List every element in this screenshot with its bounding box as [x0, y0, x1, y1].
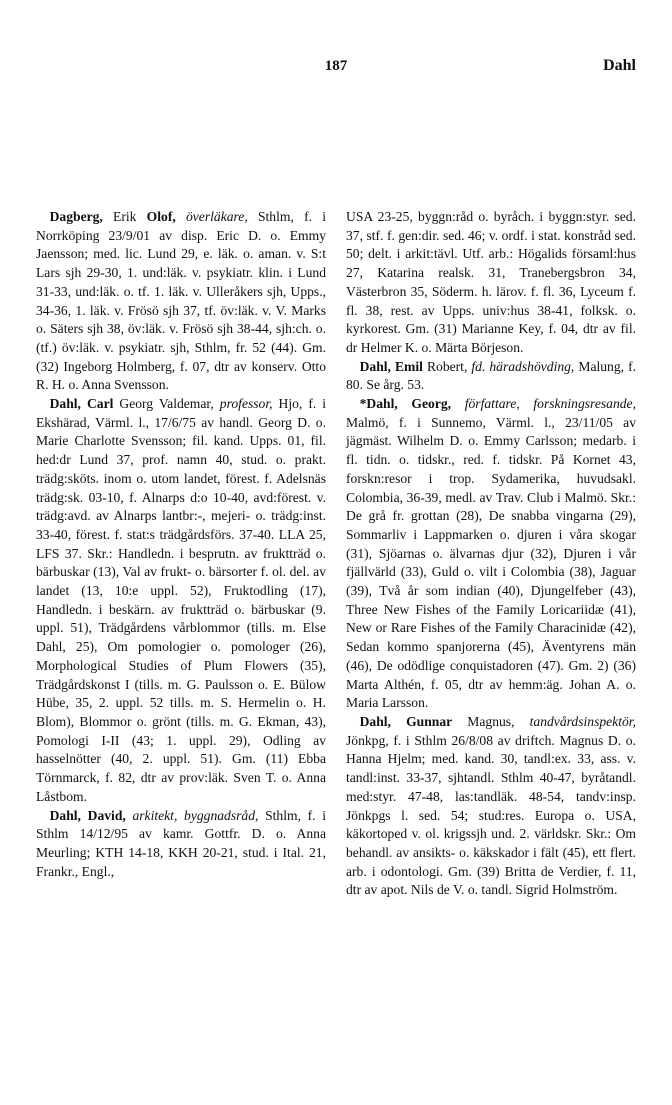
entry-dahl-david	[36, 807, 326, 882]
entry-text: Jönkpg, f. i Sthlm 26/8/08 av driftch. Magnus D. o. Hanna Hjelm; med. kand. 30, tandl:ex. 33, ass. v. tandl:inst. 33-37, sjhtandl. Sthlm 40-47, byråtandl. med:styr. 47-48, las:tandläk. 48-54, tandv:insp. Jönkpgs l. sed. 54; stud:res. Europa o. USA, käkortoped v. ol. krigssjh und. 2. världskr. Skr.: Om behandl. av ansikts- o. käkskador i fält (45), ett flert. arb. i odontologi. Gm. (39) Britta de Verdier, f. 11, dtr av apot. Nils de V. o. tandl. Sigrid Holmström.	[346, 732, 636, 898]
entry-surname: Dahl,	[49, 396, 81, 412]
entry-text: Malung, f. 80. Se årg. 53.	[346, 358, 636, 393]
entry-title: författare, forskningsresande,	[451, 396, 636, 412]
entry-text: Sthlm, f. i Sthlm 14/12/95 av kamr. Gottfr. D. o. Anna Meurling; KTH 14-18, KKH 20-21, stud. i Ital. 21, Frankr., Engl.,	[36, 807, 326, 879]
entry-given-name-rest: Magnus,	[452, 713, 515, 729]
left-column	[36, 208, 326, 881]
page-number: 187	[324, 58, 348, 74]
entry-call-name: Olof,	[146, 209, 176, 224]
right-column	[346, 208, 636, 900]
entry-title: professor,	[213, 396, 273, 412]
entry-call-name: Emil	[394, 358, 423, 374]
entry-given-name	[81, 808, 88, 823]
entry-call-name: Georg,	[411, 396, 452, 412]
entry-surname: Dagberg,	[49, 209, 103, 224]
entry-title: fd. häradshövding,	[467, 358, 575, 374]
entry-surname: *Dahl,	[359, 396, 398, 412]
entry-title: överläkare,	[175, 209, 248, 224]
entry-given-name-rest: Robert,	[422, 358, 468, 374]
entry-call-name: Gunnar	[406, 713, 453, 729]
entry-given-name	[398, 396, 412, 411]
entry-given-name-rest: Georg Valdemar,	[113, 396, 214, 412]
entry-text: Malmö, f. i Sunnemo, Värml. l., 23/11/05 av jägmäst. Wilhelm D. o. Emmy Carlsson; medarb. i fl. tidn. o. tidskr., red. f. tidskr. På Kornet 43, forskn:resor i trop. Sydamerika, huvudsakl. Colombia, 36-39, medl. av Trav. Club i Malmö. Skr.: De grå fr. grottan (28), De snabba vingarna (29), Sommarliv i Lappmarken o. djuren i våra skogar (31), Sjöarnas o. älvarnas djur (32), Djuren i vår fjällvärld (33), Guld o. vilt i Colombia (38), Jaguar (39), Två år som indian (40), Djungelfeber (43), Three New Fishes of the Family Loricariidæ (41), New or Rare Fishes of the Family Characinidæ (42), Sedan kommo spanjorerna (45), Äventyrens män (46), De odödlige conquistadoren (47). Gm. 2) (36) Marta Althén, f. 05, dtr av hemm:äg. Johan A. o. Maria Larsson.	[346, 414, 636, 711]
entry-text: Sthlm, f. i Norrköping 23/9/01 av disp. Eric D. o. Emmy Jaensson; med. lic. Lund 29, e. läk. o. aman. v. S:t Lars sjh 29-30, 1. und:läk. v. psykiatr. klin. i Lund 31-33, und:läk. o. tf. 1. läk. v. Ulleråkers sjh, Upps., 34-36, 1. läk. v. Frösö sjh 37, tf. öv:läk. v. V. Marks o. Säters sjh 38, öv:läk. v. Frösö sjh 38-44, sjh:ch. o. (tf.) öv:läk. v. psykiatr. sjh, Sthlm, fr. 52 (44). Gm. (32) Ingeborg Holmberg, f. 07, dtr av konserv. Otto R. H. o. Anna Svensson.	[36, 209, 326, 393]
entry-text: Hjo, f. i Ekshärad, Värml. l., 17/6/75 av handl. Georg D. o. Marie Charlotte Svensson; fil. kand. Upps. 01, fil. hed:dr Lund 37, prof. namn 40, stud. o. prakt. trädg:sköts. inom o. utom landet, förest. f. Adelsnäs trädg:sk. 03-10, f. Alnarps d:o 10-40, avd:förest. v. trädg:avd. av Alnarps lantbr:-, mejeri- o. trädg:inst. 33-40, förest. f. stat:s trädgårdsförs. 37-40. LLA 25, LFS 37. Skr.: Handledn. i besprutn. av fruktträd o. bärbuskar (13), Val av frukt- o. bärsorter f. ol. del. av landet (13, 10:e uppl. 52), Fruktodling (17), Handledn. i beskärn. av fruktträd o. bärbuskar (9. uppl. 51), Trädgårdens vårblommor (tills. m. Else Dahl, 25), Om pomologier o. pomologer (26), Morphological Studies of Plum Flowers (35), Trädgårdskonst I (tills. m. G. Paulsson o. E. Bülow Hübe, 35, 2. uppl. 52 tills. m. S. Hermelin o. H. Blom), Blommor o. grönt (tills. m. G. Ekman, 43), Pomologi I-II (43; 1. uppl. 29), Odling av hasselnötter (40, 2. uppl. 51). Gm. (11) Ebba Törnmarck, f. 82, dtr av prov:läk. Sven T. o. Anna Låstbom.	[36, 396, 327, 804]
running-head: Dahl	[603, 57, 636, 74]
entry-dahl-david-continued	[346, 208, 636, 358]
entry-dahl-gunnar	[346, 713, 636, 900]
entry-text: USA 23-25, byggn:råd o. byråch. i byggn:styr. sed. 37, stf. f. gen:dir. sed. 46; v. ordf. i stat. konstråd sed. 50; delt. i arkit:tävl. Utf. arb.: Högalids församl:hus 27, Katarina realsk. 31, Tranebergsbron 34, Västerbron 35, Söderm. h. lärov. f. fl. 36, Lyceum f. fl. 38, rest. av Upps. univ:hus 38-41, folksk. o. kyrkorest. Gm. (31) Marianne Key, f. 04, dtr av fil. dr Helmer K. o. Märta Börjeson.	[346, 209, 636, 355]
entry-dahl-carl	[36, 395, 326, 806]
entry-title: arkitekt, byggnadsråd,	[125, 807, 259, 823]
entry-dagberg-olof	[36, 208, 326, 395]
entry-surname: Dahl,	[359, 358, 391, 374]
entry-surname: Dahl,	[49, 807, 81, 823]
entry-surname: Dahl,	[359, 713, 391, 729]
entry-dahl-emil	[346, 358, 636, 395]
entry-call-name: David,	[87, 807, 126, 823]
entry-title: tandvårdsinspektör,	[514, 713, 636, 729]
entry-dahl-georg	[346, 395, 636, 713]
entry-given-name: Erik	[102, 209, 147, 224]
entry-given-name	[391, 714, 406, 729]
entry-call-name: Carl	[86, 396, 114, 412]
